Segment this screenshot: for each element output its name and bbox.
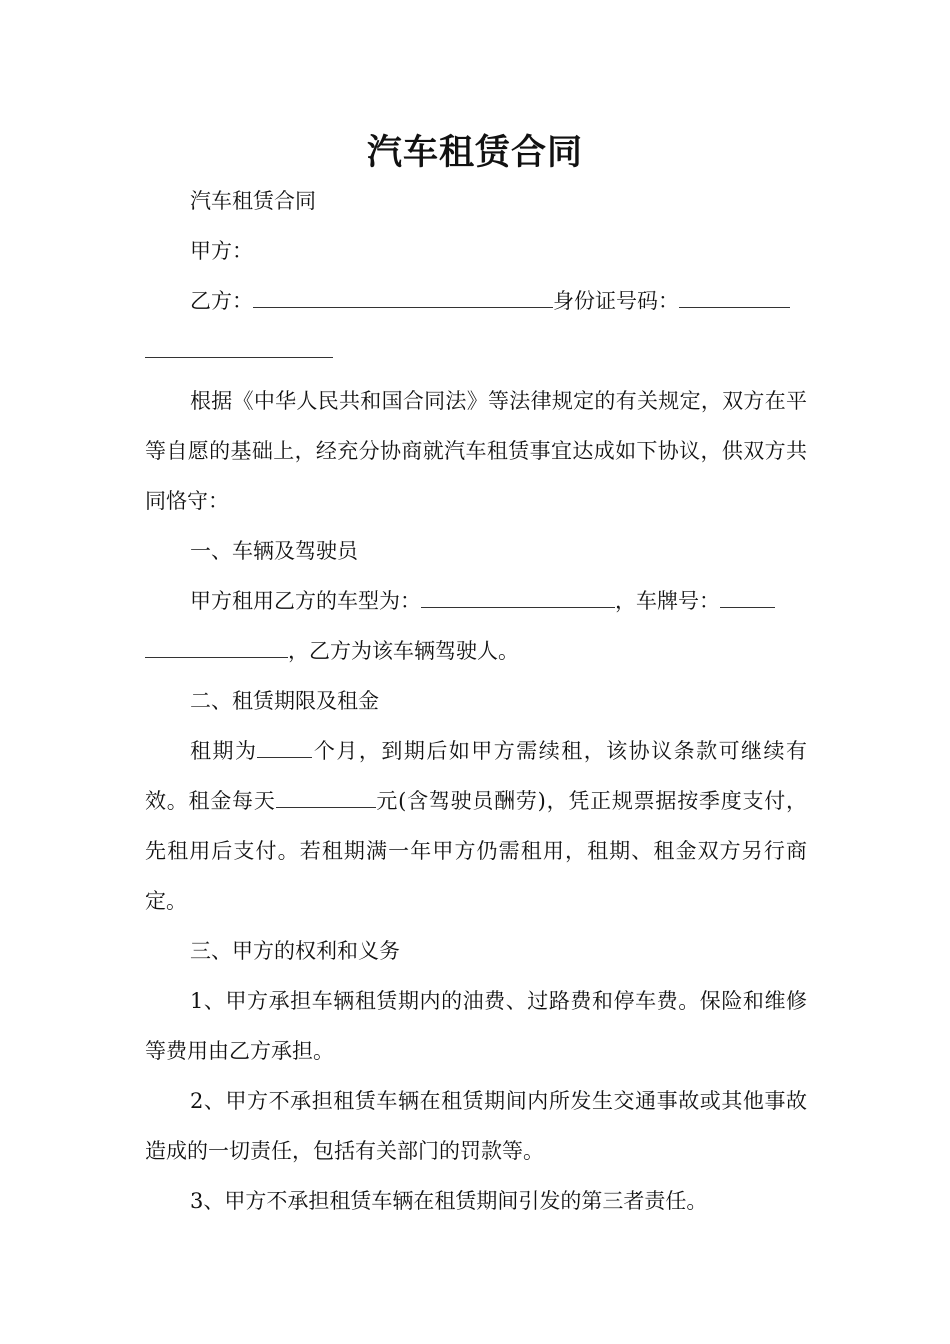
clause-3-2 <box>145 1076 807 1176</box>
document-title: 汽车租赁合同 <box>366 133 583 173</box>
section-2-heading-text: 二、租赁期限及租金 <box>190 689 379 713</box>
subtitle-line <box>145 176 807 226</box>
subtitle-text: 汽车租赁合同 <box>190 189 316 213</box>
id-number-label: 身份证号码： <box>553 289 679 313</box>
id-number-blank[interactable] <box>679 285 790 308</box>
clause-3-1-text: 1、甲方承担车辆租赁期内的油费、过路费和停车费。保险和维修等费用由乙方承担。 <box>145 989 807 1063</box>
clause-3-1 <box>145 976 807 1076</box>
preamble-text: 根据《中华人民共和国合同法》等法律规定的有关规定，双方在平等自愿的基础上，经充分协商就汽车租赁事宜达成如下协议，供双方共同恪守： <box>145 389 807 513</box>
plate-number-blank-continued[interactable] <box>145 635 288 658</box>
vehicle-model-blank[interactable] <box>421 585 615 608</box>
party-a-line <box>145 226 807 276</box>
section-3-heading <box>145 926 807 976</box>
vehicle-model-line <box>145 576 807 676</box>
party-b-label: 乙方： <box>190 289 253 313</box>
document-body <box>145 176 807 1226</box>
lease-term-label: 租期为 <box>190 739 258 763</box>
section-3-heading-text: 三、甲方的权利和义务 <box>190 939 400 963</box>
plate-number-blank[interactable] <box>720 585 775 608</box>
clause-3-3-text: 3、甲方不承担租赁车辆在租赁期间引发的第三者责任。 <box>190 1189 708 1213</box>
daily-rent-blank[interactable] <box>276 785 376 808</box>
party-b-name-blank[interactable] <box>253 285 553 308</box>
id-number-blank-continued[interactable] <box>145 335 333 358</box>
lease-term-text: 个月，到期后如甲方需续租，该协议条款可继续有效。租金每天 <box>145 739 808 813</box>
vehicle-model-label: 甲方租用乙方的车型为： <box>190 589 421 613</box>
party-a-label: 甲方： <box>190 239 253 263</box>
party-b-line <box>145 276 807 376</box>
driver-clause-text: ，乙方为该车辆驾驶人。 <box>288 639 519 663</box>
section-1-heading-text: 一、车辆及驾驶员 <box>190 539 358 563</box>
clause-3-3 <box>145 1176 807 1226</box>
section-1-heading <box>145 526 807 576</box>
lease-months-blank[interactable] <box>257 735 312 758</box>
preamble-paragraph <box>145 376 807 526</box>
section-2-heading <box>145 676 807 726</box>
lease-term-paragraph <box>145 726 807 926</box>
rent-payment-text: 元(含驾驶员酬劳)，凭正规票据按季度支付，先租用后支付。若租期满一年甲方仍需租用，租期、租金双方另行商定。 <box>145 789 808 913</box>
clause-3-2-text: 2、甲方不承担租赁车辆在租赁期间内所发生交通事故或其他事故造成的一切责任，包括有关部门的罚款等。 <box>145 1089 807 1163</box>
plate-number-label: ，车牌号： <box>615 589 720 613</box>
